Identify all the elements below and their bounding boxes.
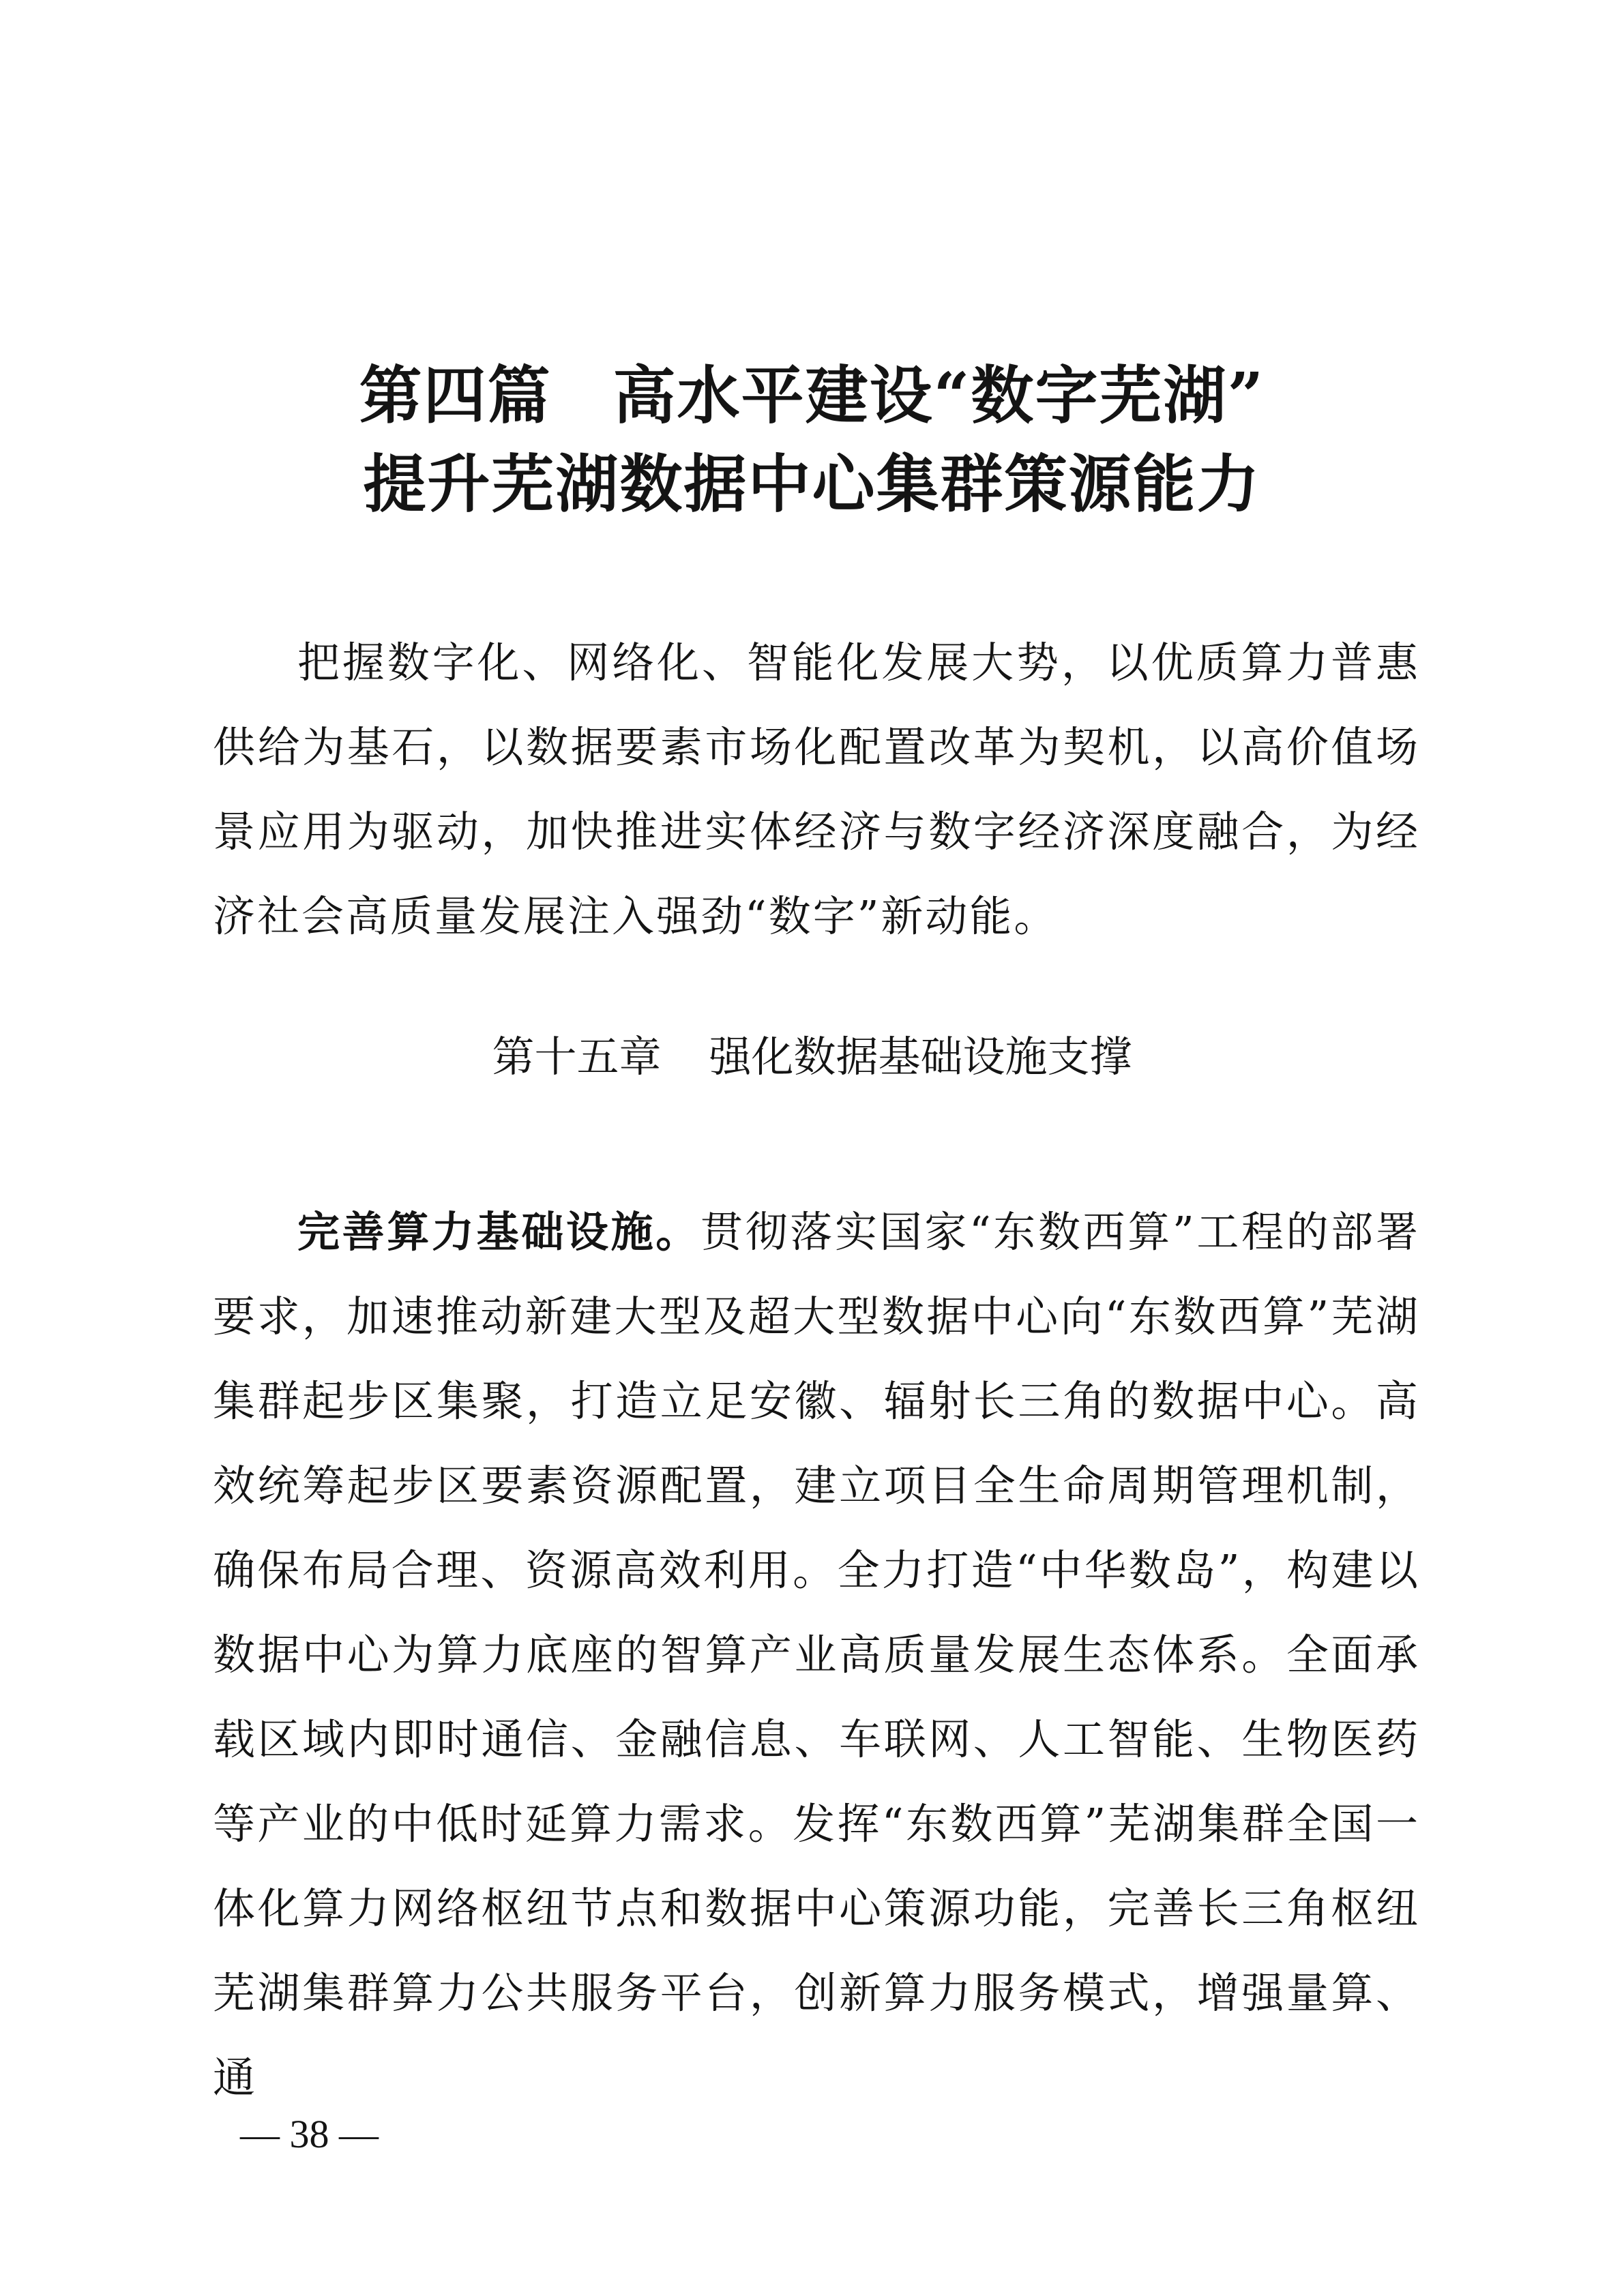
page-number: — 38 — bbox=[240, 2112, 379, 2156]
part-label: 第四篇 bbox=[359, 359, 552, 432]
section-text: 贯彻落实国家“东数西算”工程的部署要求，加速推动新建大型及超大型数据中心向“东数西算”芜湖集群起步区集聚，打造立足安徽、辐射长三角的数据中心。高效统筹起步区要素资源配置，建立项目全生命周期管理机制，确保布局合理、资源高效利用。全力打造“中华数岛”，构建以数据中心为算力底座的智算产业高质量发展生态体系。全面承载区域内即时通信、金融信息、车联网、人工智能、生物医药等产业的中低时延算力需求。发挥“东数西算”芜湖集群全国一体化算力网络枢纽节点和数据中心策源功能，完善长三角枢纽芜湖集群算力公共服务平台，创新算力服务模式，增强量算、通 bbox=[213, 1207, 1420, 2102]
part-title-line-1 bbox=[0, 351, 1624, 440]
section-lead: 完善算力基础设施。 bbox=[297, 1207, 700, 1257]
part-title bbox=[0, 351, 1624, 528]
part-title-line-2: 提升芜湖数据中心集群策源能力 bbox=[363, 447, 1261, 521]
intro-paragraph: 把握数字化、网络化、智能化发展大势，以优质算力普惠供给为基石，以数据要素市场化配置改革为契机，以高价值场景应用为驱动，加快推进实体经济与数字经济深度融合，为经济社会高质量发展注入强劲“数字”新动能。 bbox=[213, 638, 1420, 941]
chapter-title bbox=[0, 1023, 1624, 1091]
part-title-text-1: 高水平建设“数字芜湖” bbox=[612, 359, 1265, 432]
section-paragraph bbox=[213, 1190, 1420, 2120]
chapter-title-text: 强化数据基础设施支撑 bbox=[709, 1032, 1132, 1082]
chapter-label: 第十五章 bbox=[492, 1032, 662, 1082]
